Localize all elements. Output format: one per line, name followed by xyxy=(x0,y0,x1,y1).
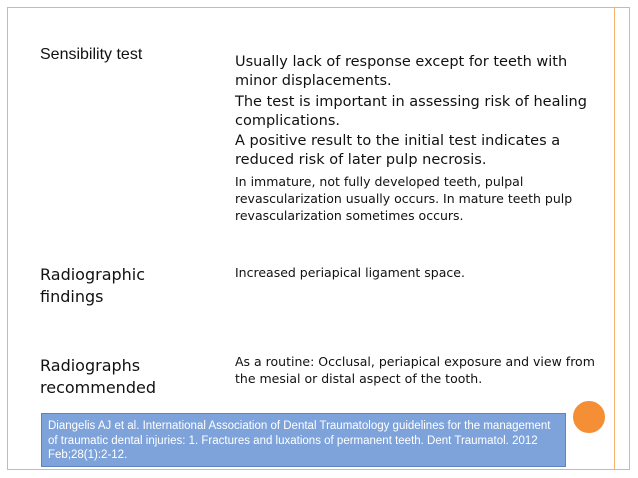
sensibility-text-4: In immature, not fully developed teeth, pulpal revascularization usually occurs. In mature teeth pulp revascularization sometimes occurs. xyxy=(235,174,573,223)
sensibility-text-3: A positive result to the initial test indicates a reduced risk of later pulp necrosis. xyxy=(235,133,561,169)
row-label-radiographic-findings: Radiographic findings xyxy=(40,265,146,306)
sensibility-text-1: Usually lack of response except for teeth with minor displacements. xyxy=(235,54,568,90)
orange-circle-decoration xyxy=(571,399,607,435)
slide-right-rule xyxy=(614,7,615,470)
radiographs-recommended-text: As a routine: Occlusal, periapical exposure and view from the mesial or distal aspect of the tooth. xyxy=(235,354,595,386)
row-label-sensibility-test: Sensibility test xyxy=(40,46,143,63)
radiographic-findings-text: Increased periapical ligament space. xyxy=(235,265,465,280)
citation-box: Diangelis AJ et al. International Association of Dental Traumatology guidelines for the management of traumatic dental injuries: 1. Fractures and luxations of permanent teeth. Dent Traumatol. 2012 Feb;28(1):2-12. xyxy=(41,413,566,467)
row-label-radiographs-recommended: Radiographs recommended xyxy=(40,356,156,397)
sensibility-text-2: The test is important in assessing risk of healing complications. xyxy=(235,94,587,130)
